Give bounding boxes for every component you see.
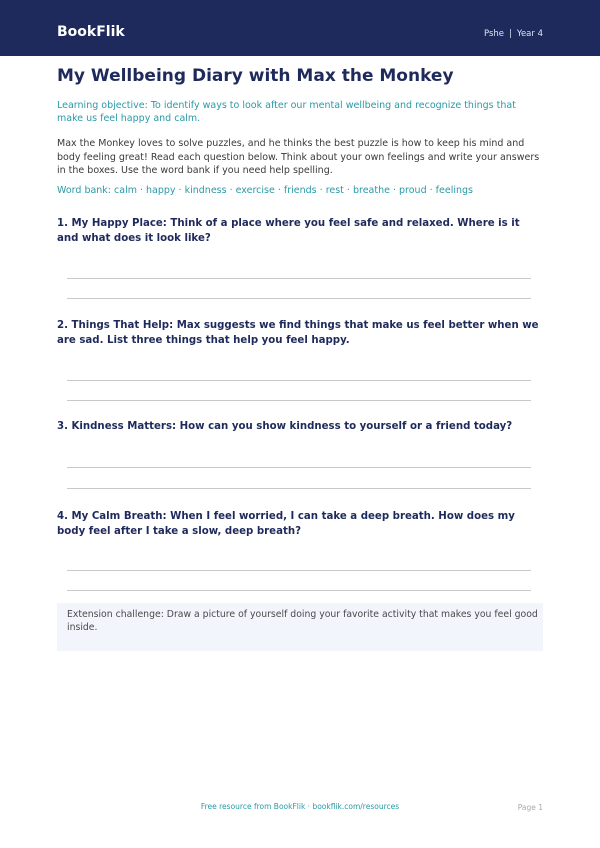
answer-line-3a[interactable]: [67, 467, 531, 468]
extension-challenge-box: [57, 603, 543, 651]
page-number: Page 1: [517, 803, 543, 812]
year-label: Year 4: [516, 29, 543, 39]
question-1: 1. My Happy Place: Think of a place where you feel safe and relaxed. Where is it and what does it look like?: [57, 218, 520, 244]
answer-line-1a[interactable]: [67, 278, 531, 279]
question-4: 4. My Calm Breath: When I feel worried, I can take a deep breath. How does my body feel after I take a slow, deep breath?: [57, 511, 515, 537]
footer-credit[interactable]: Free resource from BookFlik · bookflik.com/resources: [200, 802, 400, 811]
question-2: 2. Things That Help: Max suggests we find things that make us feel better when we are sad. List three things that help you feel happy.: [57, 320, 539, 346]
answer-line-2a[interactable]: [67, 380, 531, 381]
intro-text: Max the Monkey loves to solve puzzles, and he thinks the best puzzle is how to keep his mind and body feeling great! Read each question below. Think about your own feelings and write your answers in the boxes. Use the word bank if you need help spelling.: [57, 138, 540, 176]
extension-challenge-text: Extension challenge: Draw a picture of yourself doing your favorite activity that makes you feel good inside.: [67, 609, 538, 633]
answer-line-3b[interactable]: [67, 488, 531, 489]
answer-line-2b[interactable]: [67, 400, 531, 401]
brand-logo: BookFlik: [57, 24, 125, 40]
subject-year-label: [484, 28, 543, 40]
word-bank: Word bank: calm · happy · kindness · exercise · friends · rest · breathe · proud · feelings: [57, 185, 473, 196]
page-title: My Wellbeing Diary with Max the Monkey: [57, 66, 454, 86]
answer-line-4b[interactable]: [67, 590, 531, 591]
answer-line-1b[interactable]: [67, 298, 531, 299]
answer-line-4a[interactable]: [67, 570, 531, 571]
learning-objective: Learning objective: To identify ways to look after our mental wellbeing and recognize things that make us feel happy and calm.: [57, 100, 516, 124]
page-header: [0, 0, 600, 56]
question-3: 3. Kindness Matters: How can you show kindness to yourself or a friend today?: [57, 421, 513, 432]
meta-separator: |: [509, 29, 512, 39]
subject-label: Pshe: [483, 29, 505, 39]
